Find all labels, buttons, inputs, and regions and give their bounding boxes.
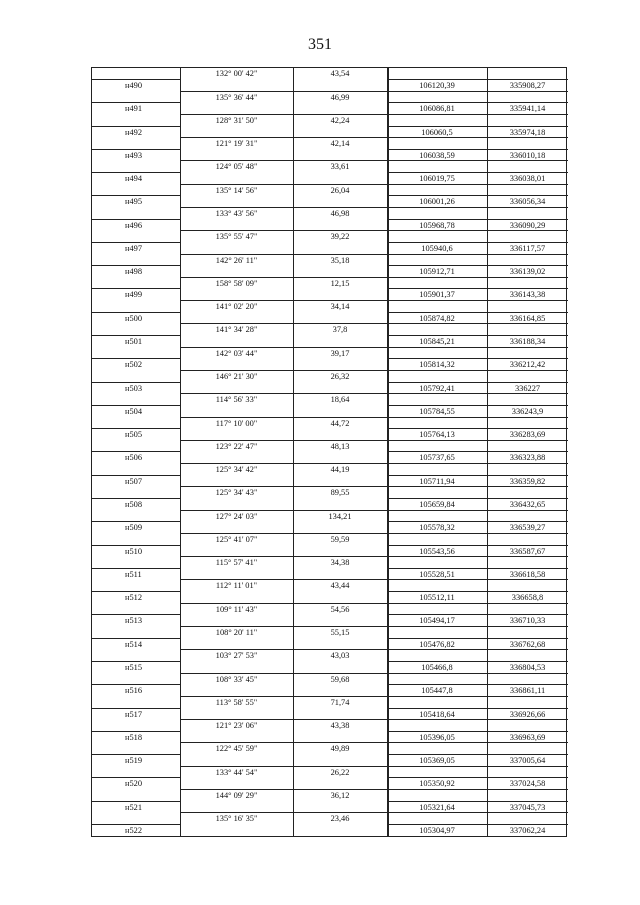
x-coordinate-cell: 105396,05 <box>419 732 455 742</box>
point-name-cell: н522 <box>125 825 143 835</box>
row-divider <box>92 79 180 80</box>
distance-cell: 59,68 <box>330 674 350 684</box>
row-divider <box>387 160 568 161</box>
row-divider <box>92 754 180 755</box>
x-coordinate-cell: 105350,92 <box>419 779 455 789</box>
point-name-cell: н513 <box>125 616 143 626</box>
row-divider <box>387 510 568 511</box>
y-coordinate-cell: 336926,66 <box>509 709 546 719</box>
x-coordinate-cell: 105940,6 <box>421 243 453 253</box>
row-divider <box>180 603 387 604</box>
bearing-cell: 108° 20' 11" <box>215 628 258 637</box>
row-divider <box>387 195 568 196</box>
distance-cell: 36,12 <box>330 790 350 800</box>
row-divider <box>387 393 568 394</box>
row-divider <box>92 195 180 196</box>
bearing-cell: 123° 22' 47" <box>215 441 258 451</box>
row-divider <box>387 428 568 429</box>
y-coordinate-cell: 337045,73 <box>509 802 546 812</box>
row-divider <box>180 533 387 534</box>
row-divider <box>387 731 568 732</box>
row-divider <box>180 789 387 790</box>
row-divider <box>387 463 568 464</box>
row-divider <box>180 393 387 394</box>
x-coordinate-cell: 106120,39 <box>419 80 455 90</box>
point-name-cell: н503 <box>125 383 143 393</box>
row-divider <box>92 801 180 802</box>
row-divider <box>387 300 568 301</box>
y-coordinate-cell: 336038,01 <box>509 174 546 183</box>
row-divider <box>92 219 180 220</box>
x-coordinate-cell: 105321,64 <box>419 802 455 812</box>
point-name-cell: н504 <box>125 406 143 416</box>
row-divider <box>92 102 180 103</box>
y-coordinate-cell: 336587,67 <box>509 546 546 556</box>
row-divider <box>180 417 387 418</box>
row-divider <box>387 405 568 406</box>
point-name-cell: н502 <box>125 360 143 370</box>
row-divider <box>180 114 387 115</box>
distance-cell: 26,32 <box>330 371 350 381</box>
point-name-cell: н516 <box>125 686 143 696</box>
row-divider <box>387 172 568 173</box>
x-coordinate-cell: 106038,59 <box>419 150 455 160</box>
row-divider <box>180 649 387 650</box>
distance-cell: 59,59 <box>330 534 350 544</box>
row-divider <box>387 801 568 802</box>
row-divider <box>387 207 568 208</box>
row-divider <box>180 184 387 185</box>
row-divider <box>92 451 180 452</box>
y-coordinate-cell: 336164,85 <box>509 313 546 323</box>
row-divider <box>387 708 568 709</box>
row-divider <box>387 475 568 476</box>
x-coordinate-cell: 105711,94 <box>419 476 455 486</box>
coordinates-table <box>91 67 567 837</box>
point-name-cell: н490 <box>125 80 143 90</box>
row-divider <box>387 638 568 639</box>
x-coordinate-cell: 105543,56 <box>419 546 455 556</box>
x-coordinate-cell: 105874,82 <box>419 313 455 323</box>
y-coordinate-cell: 336804,53 <box>509 662 546 672</box>
row-divider <box>387 766 568 767</box>
distance-cell: 43,54 <box>330 69 350 78</box>
bearing-cell: 133° 43' 56" <box>215 208 258 218</box>
row-divider <box>180 277 387 278</box>
y-coordinate-cell: 336618,58 <box>509 569 546 579</box>
bearing-cell: 117° 10' 00" <box>215 418 258 428</box>
row-divider <box>92 684 180 685</box>
distance-cell: 43,38 <box>330 721 350 731</box>
distance-cell: 34,38 <box>330 558 350 568</box>
point-name-cell: н517 <box>125 709 143 719</box>
row-divider <box>92 545 180 546</box>
point-name-cell: н496 <box>125 220 143 230</box>
x-coordinate-cell: 105792,41 <box>419 383 455 393</box>
row-divider <box>180 626 387 627</box>
y-coordinate-cell: 336010,18 <box>509 150 546 160</box>
distance-cell: 42,24 <box>330 115 350 125</box>
bearing-cell: 142° 03' 44" <box>215 348 258 358</box>
row-divider <box>180 673 387 674</box>
distance-cell: 23,46 <box>330 814 350 824</box>
row-divider <box>387 742 568 743</box>
point-name-cell: н501 <box>125 337 143 346</box>
point-name-cell: н505 <box>125 430 143 440</box>
bearing-cell: 142° 26' 11" <box>215 255 258 265</box>
row-divider <box>92 591 180 592</box>
bearing-cell: 135° 14' 56" <box>215 185 258 195</box>
row-divider <box>92 335 180 336</box>
row-divider <box>180 510 387 511</box>
point-name-cell: н514 <box>125 639 143 649</box>
y-coordinate-cell: 336432,65 <box>509 499 546 509</box>
row-divider <box>387 754 568 755</box>
row-divider <box>180 370 387 371</box>
y-coordinate-cell: 336658,8 <box>511 593 544 603</box>
point-name-cell: н491 <box>125 104 143 114</box>
point-name-cell: н495 <box>125 197 143 207</box>
row-divider <box>387 79 568 80</box>
row-divider <box>180 300 387 301</box>
bearing-cell: 124° 05' 48" <box>215 162 258 172</box>
x-coordinate-cell: 105737,65 <box>419 453 455 463</box>
distance-cell: 39,17 <box>330 348 350 358</box>
bearing-cell: 121° 19' 31" <box>215 139 258 149</box>
row-divider <box>92 428 180 429</box>
row-divider <box>180 91 387 92</box>
point-name-cell: н515 <box>125 662 143 672</box>
row-divider <box>180 230 387 231</box>
row-divider <box>387 323 568 324</box>
point-name-cell: н492 <box>125 127 143 137</box>
row-divider <box>387 114 568 115</box>
bearing-cell: 135° 55' 47" <box>215 232 258 242</box>
row-divider <box>387 242 568 243</box>
point-name-cell: н494 <box>125 174 143 183</box>
row-divider <box>92 824 180 825</box>
row-divider <box>387 614 568 615</box>
row-divider <box>180 347 387 348</box>
point-name-cell: н511 <box>125 569 142 579</box>
row-divider <box>387 696 568 697</box>
row-divider <box>387 545 568 546</box>
row-divider <box>387 440 568 441</box>
row-divider <box>387 335 568 336</box>
row-divider <box>387 370 568 371</box>
row-divider <box>92 242 180 243</box>
row-divider <box>387 254 568 255</box>
row-divider <box>387 126 568 127</box>
bearing-cell: 146° 21' 30" <box>215 371 258 381</box>
distance-cell: 134,21 <box>328 511 352 521</box>
row-divider <box>92 172 180 173</box>
bearing-cell: 109° 11' 43" <box>215 604 258 614</box>
distance-cell: 26,22 <box>330 767 350 777</box>
y-coordinate-cell: 336359,82 <box>509 476 546 486</box>
row-divider <box>387 661 568 662</box>
row-divider <box>92 405 180 406</box>
distance-cell: 71,74 <box>330 697 350 707</box>
distance-cell: 34,14 <box>330 302 350 312</box>
bearing-cell: 135° 16' 35" <box>215 814 258 824</box>
distance-cell: 54,56 <box>330 604 350 614</box>
bearing-cell: 121° 23' 06" <box>215 721 258 731</box>
row-divider <box>180 486 387 487</box>
x-coordinate-cell: 106019,75 <box>419 174 455 183</box>
distance-cell: 44,19 <box>330 465 350 474</box>
x-coordinate-cell: 106086,81 <box>419 104 455 114</box>
x-coordinate-cell: 105476,82 <box>419 639 455 649</box>
x-coordinate-cell: 105304,97 <box>419 825 455 835</box>
row-divider <box>92 265 180 266</box>
row-divider <box>387 579 568 580</box>
row-divider <box>387 521 568 522</box>
bearing-cell: 133° 44' 54" <box>215 767 258 777</box>
row-divider <box>92 126 180 127</box>
point-name-cell: н493 <box>125 150 143 160</box>
y-coordinate-cell: 336283,69 <box>509 430 546 440</box>
row-divider <box>387 824 568 825</box>
x-coordinate-cell: 105466,8 <box>421 662 453 672</box>
row-divider <box>387 649 568 650</box>
row-divider <box>387 149 568 150</box>
row-divider <box>387 719 568 720</box>
y-coordinate-cell: 336139,02 <box>509 267 546 277</box>
distance-cell: 43,03 <box>330 651 350 661</box>
row-divider <box>387 568 568 569</box>
point-name-cell: н510 <box>125 546 143 556</box>
row-divider <box>387 102 568 103</box>
row-divider <box>387 184 568 185</box>
point-name-cell: н512 <box>125 593 143 603</box>
bearing-cell: 115° 57' 41" <box>215 558 258 568</box>
row-divider <box>387 312 568 313</box>
distance-cell: 48,13 <box>330 441 350 451</box>
row-divider <box>387 498 568 499</box>
bearing-cell: 158° 58' 09" <box>215 278 258 288</box>
bearing-cell: 125° 41' 07" <box>215 534 258 544</box>
bearing-cell: 103° 27' 53" <box>215 651 258 661</box>
x-coordinate-cell: 105845,21 <box>419 337 455 346</box>
y-coordinate-cell: 336539,27 <box>509 523 546 533</box>
y-coordinate-cell: 336762,68 <box>509 639 546 649</box>
row-divider <box>180 556 387 557</box>
row-divider <box>387 358 568 359</box>
row-divider <box>92 382 180 383</box>
point-name-cell: н520 <box>125 779 143 789</box>
x-coordinate-cell: 106001,26 <box>419 197 455 207</box>
bearing-cell: 113° 58' 55" <box>215 697 258 707</box>
point-name-cell: н518 <box>125 732 143 742</box>
x-coordinate-cell: 105764,13 <box>419 430 455 440</box>
point-name-cell: н498 <box>125 267 143 277</box>
bearing-cell: 114° 56' 33" <box>215 395 258 405</box>
row-divider <box>92 638 180 639</box>
y-coordinate-cell: 336212,42 <box>509 360 546 370</box>
row-divider <box>180 207 387 208</box>
row-divider <box>387 417 568 418</box>
row-divider <box>387 533 568 534</box>
y-coordinate-cell: 336143,38 <box>509 290 546 300</box>
y-coordinate-cell: 336963,69 <box>509 732 546 742</box>
y-coordinate-cell: 336227 <box>514 383 541 393</box>
row-divider <box>387 451 568 452</box>
distance-cell: 12,15 <box>330 278 350 288</box>
bearing-cell: 135° 36' 44" <box>215 92 258 102</box>
row-divider <box>387 626 568 627</box>
row-divider <box>387 812 568 813</box>
row-divider <box>92 661 180 662</box>
x-coordinate-cell: 105512,11 <box>419 593 455 603</box>
distance-cell: 46,99 <box>330 92 350 102</box>
y-coordinate-cell: 336243,9 <box>511 406 544 416</box>
distance-cell: 46,98 <box>330 208 350 218</box>
x-coordinate-cell: 105418,64 <box>419 709 455 719</box>
x-coordinate-cell: 105901,37 <box>419 290 455 300</box>
row-divider <box>387 230 568 231</box>
bearing-cell: 141° 34' 28" <box>215 325 258 335</box>
x-coordinate-cell: 105528,51 <box>419 569 455 579</box>
row-divider <box>387 556 568 557</box>
distance-cell: 35,18 <box>330 255 350 265</box>
row-divider <box>387 277 568 278</box>
bearing-cell: 128° 31' 50" <box>215 115 258 125</box>
row-divider <box>92 614 180 615</box>
point-name-cell: н507 <box>125 476 143 486</box>
y-coordinate-cell: 336056,34 <box>509 197 546 207</box>
x-coordinate-cell: 105784,55 <box>419 406 455 416</box>
bearing-cell: 144° 09' 29" <box>215 790 258 800</box>
row-divider <box>180 463 387 464</box>
bearing-cell: 125° 34' 42" <box>215 465 258 474</box>
y-coordinate-cell: 336323,88 <box>509 453 546 463</box>
distance-cell: 89,55 <box>330 488 350 498</box>
bearing-cell: 132° 00' 42" <box>215 69 258 78</box>
x-coordinate-cell: 105369,05 <box>419 756 455 765</box>
y-coordinate-cell: 336090,29 <box>509 220 546 230</box>
distance-cell: 42,14 <box>330 139 350 149</box>
distance-cell: 43,44 <box>330 581 350 591</box>
bearing-cell: 127° 24' 03" <box>215 511 258 521</box>
y-coordinate-cell: 335941,14 <box>509 104 546 114</box>
row-divider <box>92 731 180 732</box>
y-coordinate-cell: 337024,58 <box>509 779 546 789</box>
row-divider <box>92 777 180 778</box>
y-coordinate-cell: 337062,24 <box>509 825 546 835</box>
row-divider <box>387 591 568 592</box>
row-divider <box>92 708 180 709</box>
row-divider <box>387 288 568 289</box>
x-coordinate-cell: 106060,5 <box>421 127 453 137</box>
point-name-cell: н521 <box>125 802 143 812</box>
row-divider <box>387 347 568 348</box>
row-divider <box>387 382 568 383</box>
bearing-cell: 125° 34' 43" <box>215 488 258 498</box>
distance-cell: 49,89 <box>330 744 350 754</box>
distance-cell: 44,72 <box>330 418 350 428</box>
row-divider <box>180 812 387 813</box>
x-coordinate-cell: 105578,32 <box>419 523 455 533</box>
point-name-cell: н508 <box>125 499 143 509</box>
y-coordinate-cell: 335974,18 <box>509 127 546 137</box>
row-divider <box>387 137 568 138</box>
point-name-cell: н497 <box>125 243 143 253</box>
y-coordinate-cell: 336861,11 <box>509 686 546 696</box>
row-divider <box>387 219 568 220</box>
row-divider <box>180 579 387 580</box>
row-divider <box>92 475 180 476</box>
row-divider <box>92 568 180 569</box>
row-divider <box>180 440 387 441</box>
x-coordinate-cell: 105912,71 <box>419 267 455 277</box>
row-divider <box>92 358 180 359</box>
row-divider <box>92 498 180 499</box>
row-divider <box>387 684 568 685</box>
distance-cell: 18,64 <box>330 395 350 405</box>
row-divider <box>387 486 568 487</box>
y-coordinate-cell: 336188,34 <box>509 337 546 346</box>
point-name-cell: н519 <box>125 756 143 765</box>
y-coordinate-cell: 335908,27 <box>509 80 546 90</box>
row-divider <box>180 323 387 324</box>
distance-cell: 37,8 <box>332 325 348 335</box>
distance-cell: 55,15 <box>330 628 350 637</box>
row-divider <box>180 160 387 161</box>
x-coordinate-cell: 105447,8 <box>421 686 453 696</box>
row-divider <box>387 789 568 790</box>
row-divider <box>92 521 180 522</box>
row-divider <box>387 91 568 92</box>
row-divider <box>180 696 387 697</box>
bearing-cell: 112° 11' 01" <box>215 581 258 591</box>
bearing-cell: 108° 33' 45" <box>215 674 258 684</box>
point-name-cell: н506 <box>125 453 143 463</box>
row-divider <box>180 719 387 720</box>
page-number: 351 <box>308 36 332 53</box>
row-divider <box>92 288 180 289</box>
bearing-cell: 141° 02' 20" <box>215 302 258 312</box>
y-coordinate-cell: 336117,57 <box>509 243 546 253</box>
y-coordinate-cell: 336710,33 <box>509 616 546 626</box>
point-name-cell: н509 <box>125 523 143 533</box>
distance-cell: 26,04 <box>330 185 350 195</box>
x-coordinate-cell: 105814,32 <box>419 360 455 370</box>
row-divider <box>180 137 387 138</box>
point-name-cell: н500 <box>125 313 143 323</box>
row-divider <box>387 265 568 266</box>
row-divider <box>387 777 568 778</box>
x-coordinate-cell: 105494,17 <box>419 616 455 626</box>
row-divider <box>387 603 568 604</box>
row-divider <box>92 312 180 313</box>
point-name-cell: н499 <box>125 290 143 300</box>
bearing-cell: 122° 45' 59" <box>215 744 258 754</box>
row-divider <box>92 149 180 150</box>
row-divider <box>180 766 387 767</box>
row-divider <box>387 673 568 674</box>
x-coordinate-cell: 105659,84 <box>419 499 455 509</box>
x-coordinate-cell: 105968,78 <box>419 220 455 230</box>
distance-cell: 39,22 <box>330 232 350 242</box>
row-divider <box>180 254 387 255</box>
row-divider <box>180 742 387 743</box>
y-coordinate-cell: 337005,64 <box>509 756 546 765</box>
distance-cell: 33,61 <box>330 162 350 172</box>
